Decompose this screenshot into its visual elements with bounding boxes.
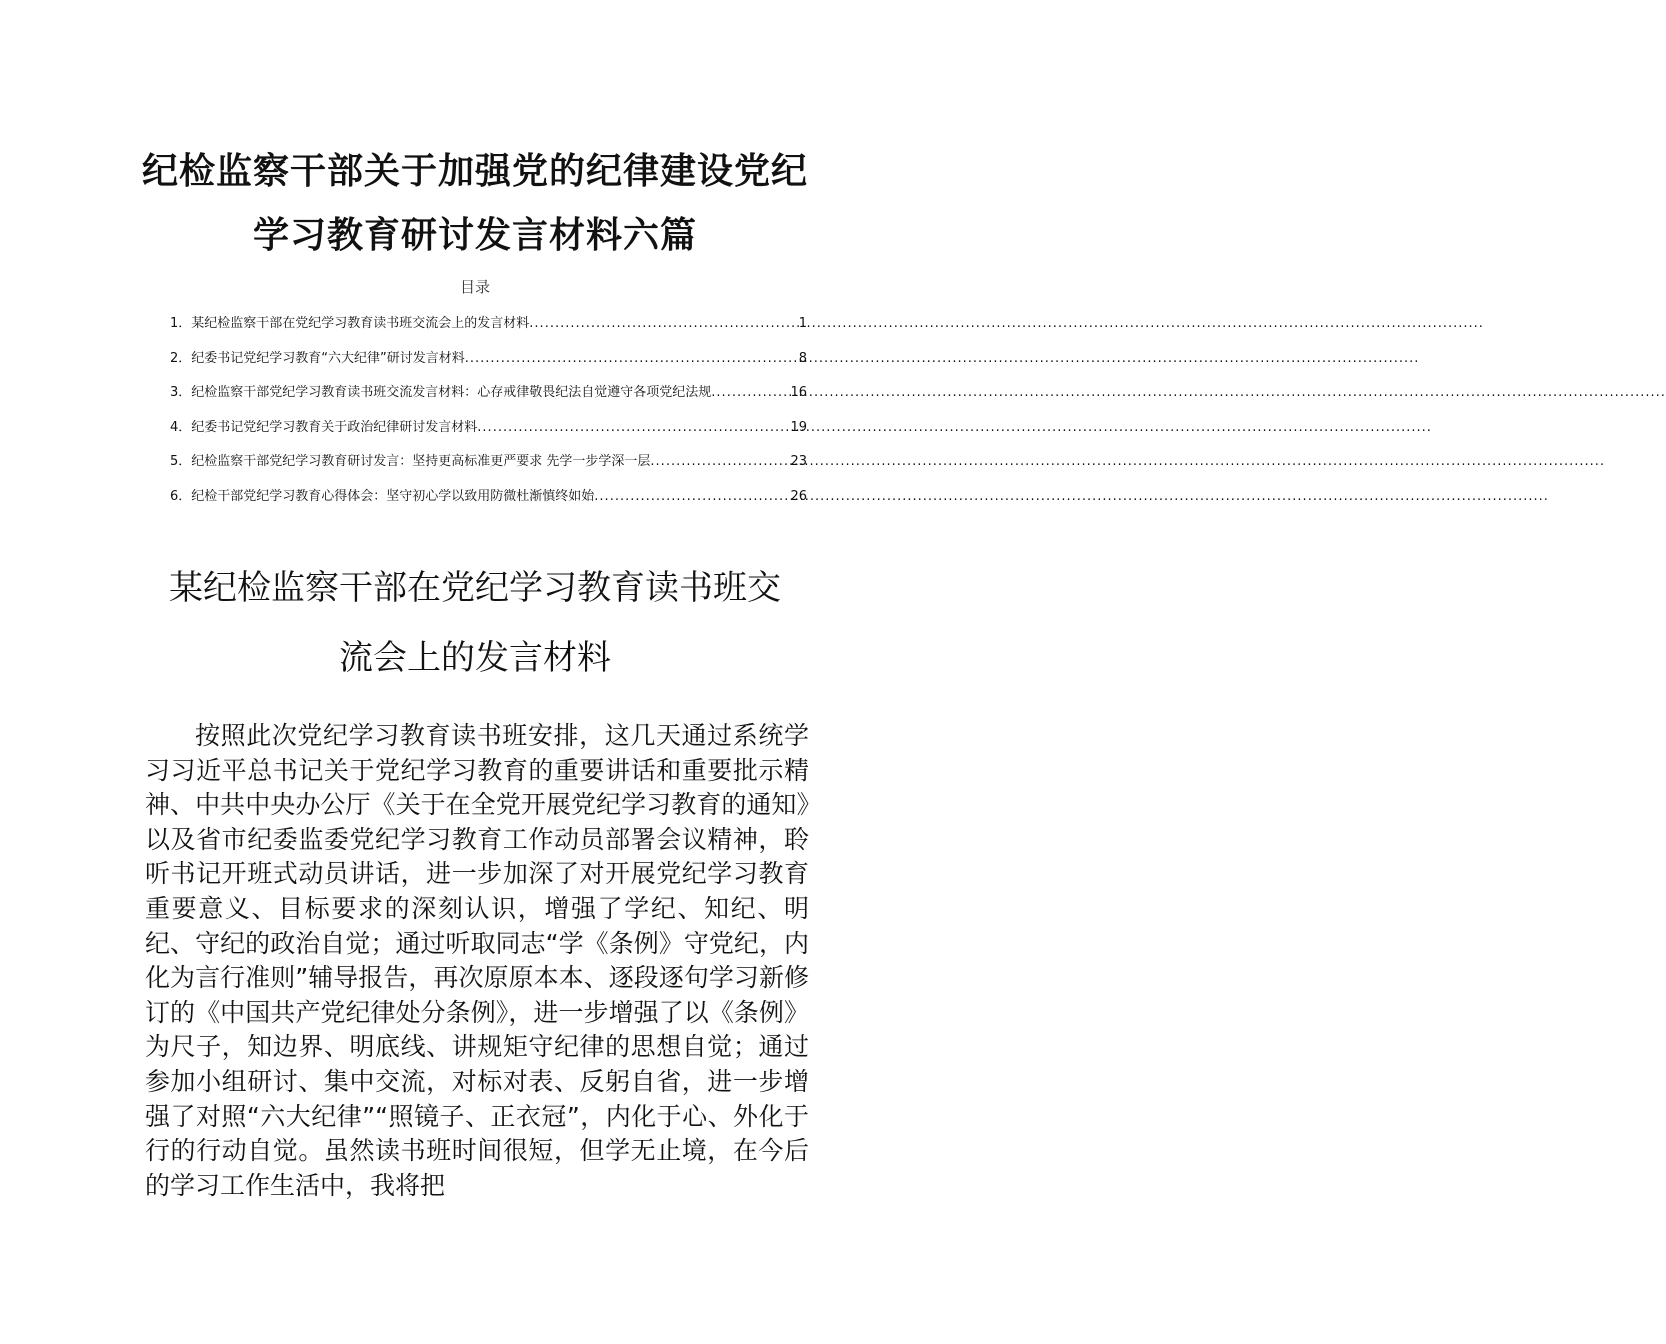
- toc-entry-number: 4．: [170, 419, 192, 435]
- toc-dot-leader: [711, 385, 789, 400]
- toc-entry-number: 6．: [170, 488, 192, 504]
- toc-entry[interactable]: [170, 416, 807, 451]
- toc-heading: 目录: [459, 278, 490, 296]
- toc-entry-number: 1．: [170, 316, 192, 331]
- toc-entry-page: 1: [798, 316, 807, 331]
- toc-entry-page: 8: [798, 350, 807, 366]
- toc-entry-title: 纪检监察干部党纪学习教育研讨发言：坚持更高标准更严要求 先学一步学深一层: [191, 454, 651, 469]
- toc-entry-page: 23: [790, 454, 807, 469]
- toc-dot-leader: [477, 420, 789, 435]
- document-title-line-2: 学习教育研讨发言材料六篇: [252, 215, 697, 256]
- toc-entry-page: 16: [790, 385, 807, 400]
- toc-dot-leader: [465, 351, 798, 366]
- section-title-line-2: 流会上的发言材料: [339, 638, 611, 678]
- table-of-contents: [170, 312, 807, 519]
- toc-entry-page: 26: [790, 488, 807, 504]
- toc-entry-number: 5．: [170, 454, 192, 469]
- toc-dot-leader: [594, 489, 789, 504]
- toc-entry[interactable]: [170, 381, 807, 416]
- toc-entry[interactable]: [170, 347, 807, 382]
- toc-entry-number: 3．: [170, 385, 192, 400]
- toc-entry-title: 纪委书记党纪学习教育关于政治纪律研讨发言材料: [191, 419, 478, 435]
- toc-entry[interactable]: [170, 450, 807, 485]
- toc-entry-title: 纪委书记党纪学习教育“六大纪律”研讨发言材料: [191, 350, 465, 366]
- body-paragraph: 按照此次党纪学习教育读书班安排，这几天通过系统学习习近平总书记关于党纪学习教育的重要讲话和重要批示精神、中共中央办公厅《关于在全党开展党纪学习教育的通知》以及省市纪委监委党纪学习教育工作动员部署会议精神，聆听书记开班式动员讲话，进一步加深了对开展党纪学习教育重要意义、目标要求的深刻认识，增强了学纪、知纪、明纪、守纪的政治自觉；通过听取同志“学《条例》守党纪，内化为言行准则”辅导报告，再次原原本本、逐段逐句学习新修订的《中国共产党纪律处分条例》，进一步增强了以《条例》为尺子，知边界、明底线、讲规矩守纪律的思想自觉；通过参加小组研讨、集中交流，对标对表、反躬自省，进一步增强了对照“六大纪律”“照镜子、正衣冠”，内化于心、外化于行的行动自觉。虽然读书班时间很短，但学无止境，在今后的学习工作生活中，我将把: [145, 721, 809, 1200]
- toc-dot-leader: [529, 316, 797, 331]
- toc-entry-title: 纪检干部党纪学习教育心得体会：坚守初心学以致用防微杜渐慎终如始: [191, 488, 595, 504]
- toc-entry-number: 2．: [170, 350, 192, 366]
- toc-dot-leader: [650, 454, 789, 469]
- toc-entry[interactable]: [170, 485, 807, 520]
- toc-entry[interactable]: [170, 312, 807, 347]
- toc-entry-title: 某纪检监察干部在党纪学习教育读书班交流会上的发言材料: [191, 316, 530, 331]
- section-title-line-1: 某纪检监察干部在党纪学习教育读书班交: [169, 568, 781, 608]
- toc-entry-title: 纪检监察干部党纪学习教育读书班交流发言材料：心存戒律敬畏纪法自觉遵守各项党纪法规: [191, 385, 712, 400]
- toc-entry-page: 19: [790, 419, 807, 435]
- document-title-line-1: 纪检监察干部关于加强党的纪律建设党纪: [141, 151, 808, 192]
